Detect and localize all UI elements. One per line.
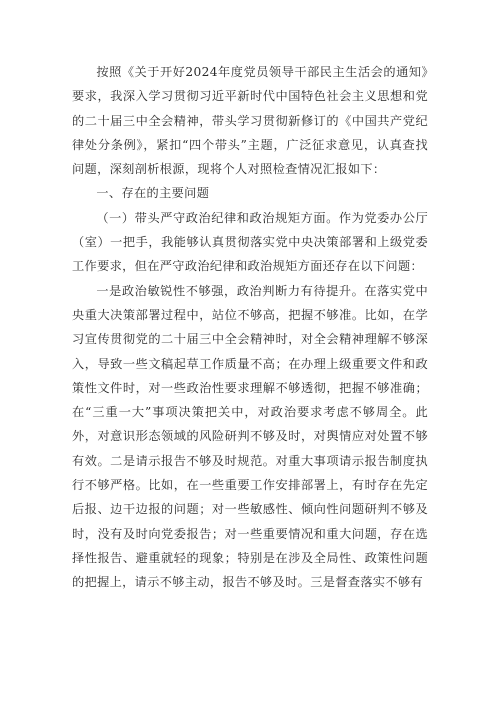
section-heading: 一、存在的主要问题 (96, 186, 210, 201)
document-body (72, 60, 428, 595)
body-paragraph: 一是政治敏锐性不够强，政治判断力有待提升。在落实党中央重大决策部署过程中，站位不够高，把握不够准。比如，在学习宣传贯彻党的二十届三中全会精神时，对全会精神理解不够深入，导致一些文稿起草工作质量不高；在办理上级重要文件和政策性文件时，对一些政治性要求理解不够透彻，把握不够准确；在“三重一大”事项决策把关中，对政治要求考虑不够周全。此外，对意识形态领域的风险研判不够及时，对舆情应对处置不够有效。二是请示报告不够及时规范。对重大事项请示报告制度执行不够严格。比如，在一些重要工作安排部署上，有时存在先定后报、边干边报的问题；对一些敏感性、倾向性问题研判不够及时，没有及时向党委报告；对一些重要情况和重大问题，存在选择性报告、避重就轻的现象；特别是在涉及全局性、政策性问题的把握上，请示不够主动，报告不够及时。三是督查落实不够有 (72, 283, 428, 590)
intro-paragraph: 按照《关于开好2024年度党员领导干部民主生活会的通知》要求，我深入学习贯彻习近平新时代中国特色社会主义思想和党的二十届三中全会精神，带头学习贯彻新修订的《中国共产党纪律处分条例》，紧扣“四个带头”主题，广泛征求意见，认真查找问题，深刻剖析根源，现将个人对照检查情况汇报如下： (72, 65, 428, 177)
subsection-paragraph: （一）带头严守政治纪律和政治规矩方面。作为党委办公厅（室）一把手，我能够认真贯彻落实党中央决策部署和上级党委工作要求，但在严守政治纪律和政治规矩方面还存在以下问题： (72, 210, 428, 274)
